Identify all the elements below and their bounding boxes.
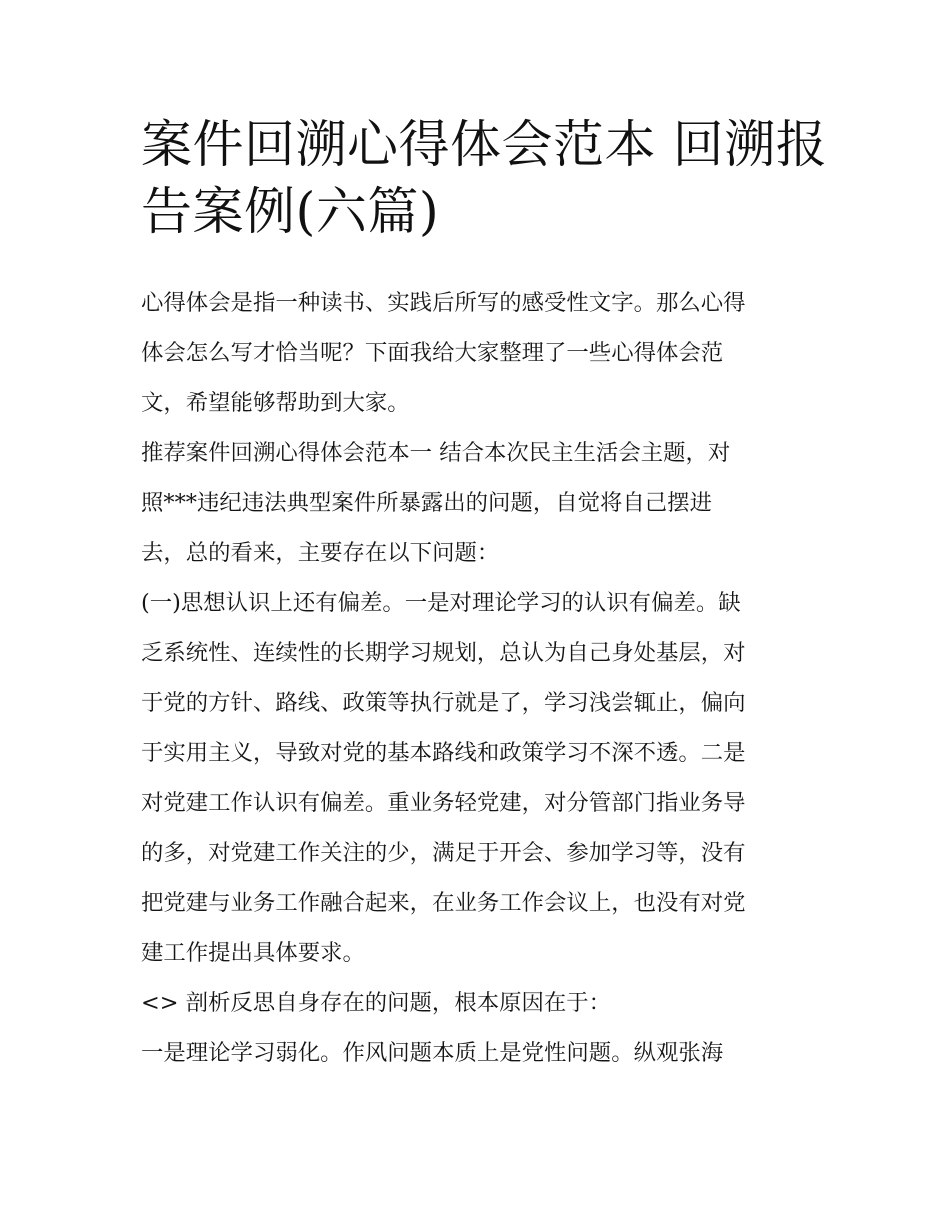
body-line: 照***违纪违法典型案件所暴露出的问题，自觉将自己摆进 (141, 490, 712, 516)
body-line: 把党建与业务工作融合起来，在业务工作会议上，也没有对党 (141, 890, 746, 916)
title-line: 告案例(六篇) (141, 183, 440, 242)
body-line: 的多，对党建工作关注的少，满足于开会、参加学习等，没有 (141, 840, 746, 866)
body-line: (一)思想认识上还有偏差。一是对理论学习的认识有偏差。缺 (141, 590, 741, 616)
body-line: 体会怎么写才恰当呢？下面我给大家整理了一些心得体会范 (141, 340, 724, 366)
title-line: 案件回溯心得体会范本 回溯报 (141, 116, 828, 175)
document-title (141, 112, 828, 246)
body-line: 推荐案件回溯心得体会范本一 结合本次民主生活会主题，对 (141, 440, 731, 466)
body-line: 乏系统性、连续性的长期学习规划，总认为自己身处基层，对 (141, 640, 746, 666)
body-line: 一是理论学习弱化。作风问题本质上是党性问题。纵观张海 (141, 1040, 724, 1066)
body-line: <> 剖析反思自身存在的问题，根本原因在于： (141, 990, 612, 1016)
document-body (141, 278, 821, 1078)
body-line: 建工作提出具体要求。 (141, 940, 365, 966)
body-line: 于实用主义，导致对党的基本路线和政策学习不深不透。二是 (141, 740, 746, 766)
body-line: 文，希望能够帮助到大家。 (141, 390, 410, 416)
body-line: 去，总的看来，主要存在以下问题： (141, 540, 500, 566)
body-line: 心得体会是指一种读书、实践后所写的感受性文字。那么心得 (141, 290, 746, 316)
body-line: 于党的方针、路线、政策等执行就是了，学习浅尝辄止，偏向 (141, 690, 746, 716)
body-line: 对党建工作认识有偏差。重业务轻党建，对分管部门指业务导 (141, 790, 746, 816)
